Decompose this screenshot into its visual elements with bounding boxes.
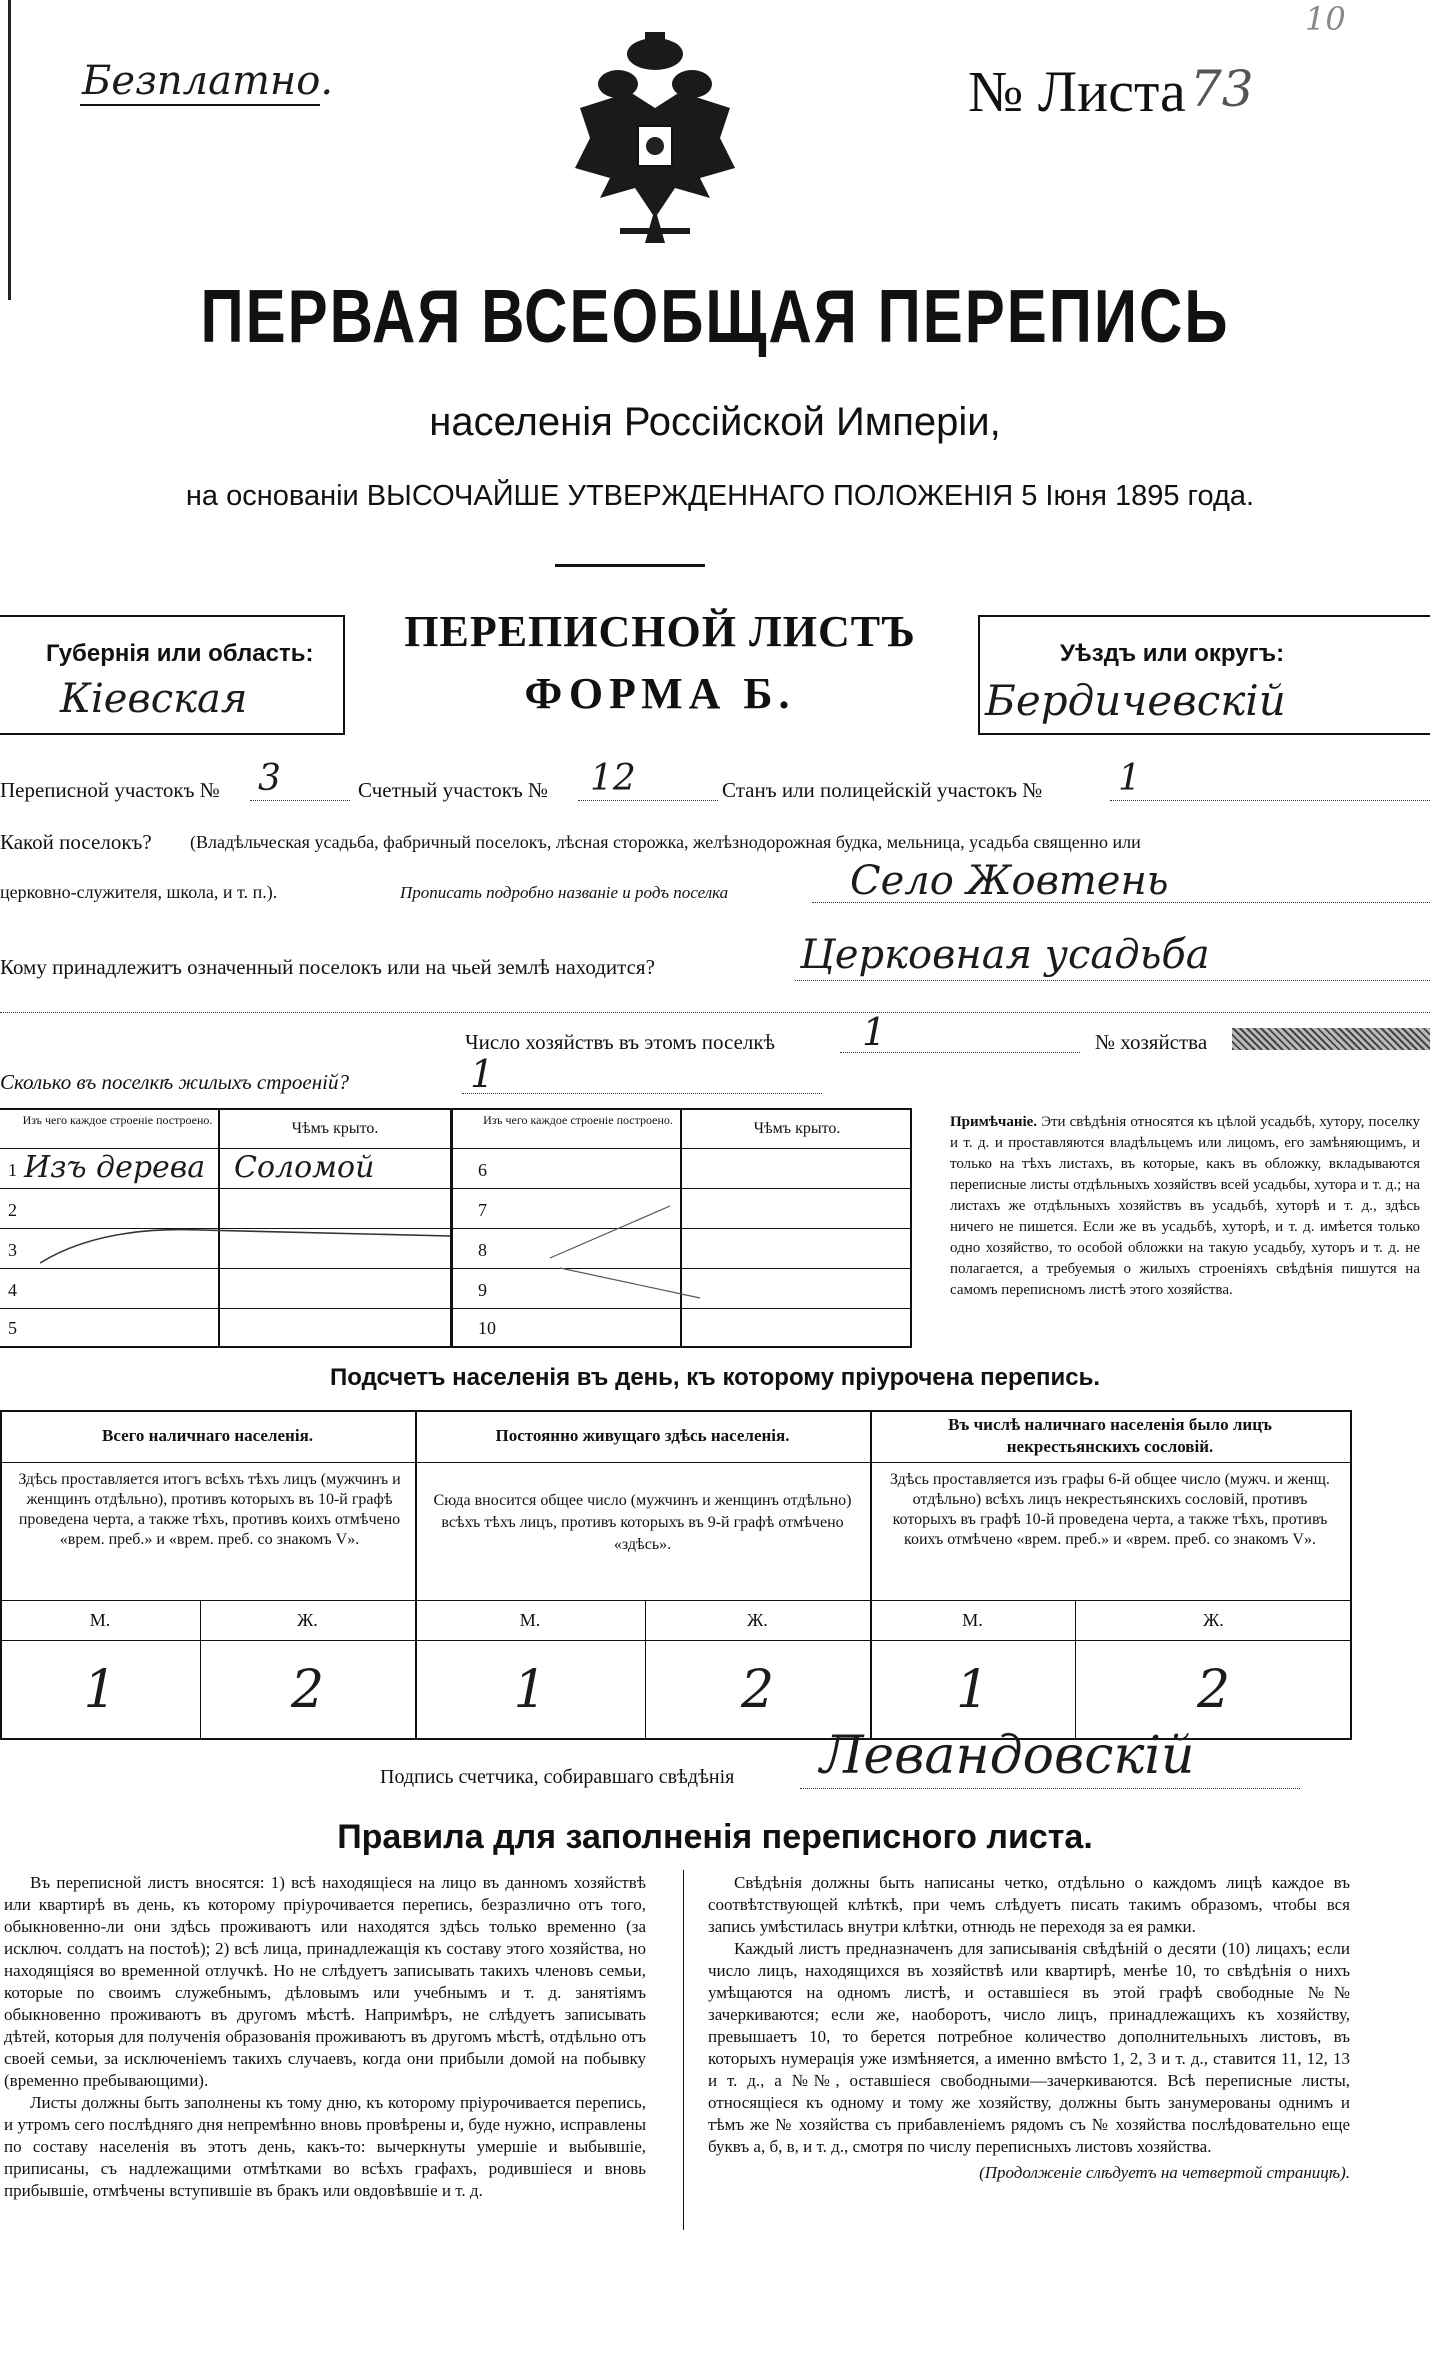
settlement-instruction: Прописать подробно названіе и родъ поселка — [400, 883, 729, 902]
households-value: 1 — [862, 1010, 887, 1054]
rules-left-column — [4, 1872, 646, 2202]
col3-title: Въ числѣ наличнаго населенія было лицъ некрестьянскихъ сословій. — [948, 1415, 1272, 1456]
male-header: М. — [89, 1610, 111, 1630]
row-number: 6 — [478, 1160, 487, 1180]
rules-continued: (Продолженіе слѣдуетъ на четвертой страницѣ). — [979, 2163, 1350, 2182]
female-header: Ж. — [1203, 1610, 1224, 1630]
row-number: 9 — [478, 1280, 487, 1300]
col-material-header-2: Изъ чего каждое строеніе построено. — [483, 1113, 673, 1127]
signature-value: Левандовскій — [820, 1726, 1195, 1786]
dwellings-value: 1 — [470, 1052, 495, 1096]
col1-desc: Здѣсь проставляется итогъ всѣхъ тѣхъ лицъ (мужчинъ и женщинъ отдѣльно), противъ которыхъ въ 10-й графѣ проведена черта, а также тѣхъ, противъ коихъ отмѣчено «врем. преб.» и «врем. преб. со знакомъ V». — [18, 1471, 401, 1548]
census-area-value: 3 — [258, 758, 281, 799]
col-material-header: Изъ чего каждое строеніе построено. — [22, 1113, 213, 1127]
row-number: 2 — [8, 1200, 17, 1220]
form-name: ФОРМА Б. — [524, 669, 796, 718]
row-number: 3 — [8, 1240, 17, 1260]
total-female-value: 2 — [290, 1660, 325, 1720]
rules-left-p1: Въ переписной листъ вносятся: 1) всѣ находящіеся на лицо въ данномъ хозяйствѣ или квартирѣ въ день, къ которому пріурочивается перепись, безразлично отъ того, обыкновенно-ли они здѣсь проживаютъ или находятся здѣсь только временно (за исключ. солдатъ на постоѣ); 2) всѣ лица, принадлежащія къ составу этого хозяйства, но находящіяся во временной отлучкѣ. Но не слѣдуетъ записывать такихъ членовъ семьи, которые по своимъ служебнымъ, дѣловымъ или учебнымъ и т. д. занятіямъ обыкновенно проживаютъ въ другомъ мѣстѣ. Напримѣръ, не слѣдуетъ записывать дѣтей, которыя для полученія образованія проживаютъ въ другомъ мѣстѣ, отдѣльно отъ своей семьи, за исключеніемъ такихъ случаевъ, когда они прибыли домой на побывку (временно пребывающими). — [4, 1873, 646, 2090]
free-label: Безплатно. — [82, 58, 334, 104]
noncrest-female-value: 2 — [1196, 1660, 1231, 1720]
census-area-label: Переписной участокъ № — [0, 778, 220, 802]
count-area-line — [578, 800, 718, 801]
household-no-label: № хозяйства — [1095, 1030, 1208, 1054]
divider — [555, 564, 705, 567]
settlement-label: Какой поселокъ? — [0, 830, 152, 854]
note-text: Эти свѣдѣнія относятся къ цѣлой усадьбѣ, хутору, поселку и т. д. и проставляются владѣльцемъ или лицомъ, его замѣняющимъ, и только на тѣхъ листахъ, въ которые, какъ въ обложку, вкладываются переписные листы отдѣльныхъ хозяйствъ всей усадьбы, хутора и т. д.; на листахъ же отдѣльныхъ хозяйствъ въ усадьбѣ, хуторѣ и т. д., здѣсь ничего не пишется. Если же въ усадьбѣ, хуторѣ, и т. д. имѣется только одно хозяйство, то особой обложки на такую усадьбу, хуторъ и т. д. не полагается, а требуемыя о жилыхъ строеніяхъ свѣдѣнія пишутся на самомъ переписномъ листѣ этого хозяйства. — [950, 1114, 1421, 1298]
sheet-number-value: 73 — [1190, 60, 1254, 118]
dwellings-label: Сколько въ поселкѣ жилыхъ строеній? — [0, 1070, 349, 1094]
rules-right-p1: Свѣдѣнія должны быть написаны четко, отдѣльно о каждомъ лицѣ каждое въ соотвѣтствующей клѣткѣ, при чемъ слѣдуетъ писать такимъ образомъ, чтобы вся запись умѣстилась внутри клѣтки, отнюдь не переходя за ея рамки. — [708, 1873, 1350, 1936]
row-number: 7 — [478, 1200, 487, 1220]
row-number: 1 — [8, 1160, 17, 1180]
main-title: ПЕРВАЯ ВСЕОБЩАЯ ПЕРЕПИСЬ — [200, 274, 1230, 359]
stan-line — [1110, 800, 1430, 801]
owner-line — [795, 980, 1430, 981]
col2-title: Постоянно живущаго здѣсь населенія. — [495, 1426, 790, 1445]
owner-line-2 — [0, 1012, 1430, 1013]
census-area-line — [250, 800, 350, 801]
rules-heading: Правила для заполненія переписного листа. — [337, 1818, 1093, 1856]
row-number: 10 — [478, 1318, 496, 1338]
row-divider — [0, 1462, 1352, 1463]
sheet-title: ПЕРЕПИСНОЙ ЛИСТЪ — [404, 607, 916, 656]
signature-line — [800, 1788, 1300, 1789]
col2-desc: Сюда вносится общее число (мужчинъ и женщинъ отдѣльно) всѣхъ тѣхъ лицъ, противъ которыхъ въ 9-й графѣ отмѣчено «здѣсь». — [433, 1492, 852, 1553]
row-divider — [0, 1640, 1352, 1641]
building-roof: Соломой — [234, 1150, 375, 1185]
household-no-redaction — [1232, 1028, 1430, 1050]
district-label: Уѣздъ или округъ: — [1060, 640, 1285, 667]
settlement-value: Село Жовтень — [850, 858, 1169, 904]
settlement-hint: (Владѣльческая усадьба, фабричный поселокъ, лѣсная сторожка, желѣзнодорожная будка, мельница, усадьба священно или — [190, 832, 1141, 852]
note-title: Примѣчаніе. — [950, 1114, 1038, 1130]
noncrest-male-value: 1 — [955, 1660, 990, 1720]
col3-desc: Здѣсь проставляется изъ графы 6-й общее число (мужч. и женщ. отдѣльно) всѣхъ лицъ некрестьянскихъ сословій, противъ которыхъ въ графѣ 10-й проведена черта, а также тѣхъ, противъ коихъ отмѣчено «врем. преб.» и «врем. преб. со знакомъ V». — [890, 1471, 1330, 1548]
female-header: Ж. — [297, 1610, 318, 1630]
stan-label: Станъ или полицейскій участокъ № — [722, 778, 1043, 802]
row-number: 8 — [478, 1240, 487, 1260]
margin-line — [8, 0, 11, 300]
row-number: 4 — [8, 1280, 17, 1300]
building-material: Изъ дерева — [24, 1150, 206, 1185]
signature-label: Подпись счетчика, собиравшаго свѣдѣнія — [380, 1766, 735, 1788]
rules-right-column — [708, 1872, 1350, 2184]
count-area-value: 12 — [590, 758, 636, 799]
resident-female-value: 2 — [740, 1660, 775, 1720]
district-value: Бердичевскій — [985, 676, 1286, 725]
double-headed-eagle-icon — [560, 28, 750, 258]
corner-mark: 10 — [1305, 0, 1346, 38]
male-header: М. — [519, 1610, 541, 1630]
settlement-hint-2: церковно-служителя, школа, и т. п.). — [0, 882, 278, 902]
subtitle: населенія Россійской Имперіи, — [429, 400, 1001, 444]
female-header: Ж. — [747, 1610, 768, 1630]
strike-lines — [0, 1108, 912, 1348]
row-number: 5 — [8, 1318, 17, 1338]
total-male-value: 1 — [83, 1660, 117, 1720]
owner-label: Кому принадлежитъ означенный поселокъ или на чьей землѣ находится? — [0, 955, 655, 979]
male-header: М. — [962, 1610, 983, 1630]
rules-left-p2: Листы должны быть заполнены къ тому дню, къ которому пріурочивается перепись, и утромъ сего послѣдняго дня непремѣнно вновь провѣрены и, буде нужно, исправлены по составу населенія въ этотъ день, какъ-то: вычеркнуты умершіе и выбывшіе, приписаны, съ надлежащими отмѣтками во всѣхъ графахъ, родившіеся и вновь прибывшіе, отмѣчены вступившіе въ бракъ или овдовѣвшіе и т. д. — [4, 2093, 646, 2200]
basis-line: на основаніи ВЫСОЧАЙШЕ УТВЕРЖДЕННАГО ПОЛОЖЕНІЯ 5 Іюня 1895 года. — [185, 480, 1255, 512]
note-block — [950, 1112, 1420, 1301]
province-value: Кіевская — [60, 676, 248, 722]
free-underline — [80, 104, 320, 106]
row-divider — [0, 1600, 1352, 1601]
population-heading: Подсчетъ населенія въ день, къ которому пріурочена перепись. — [330, 1364, 1100, 1391]
col-roof-header: Чѣмъ крыто. — [291, 1120, 379, 1137]
resident-male-value: 1 — [513, 1660, 547, 1720]
rules-right-p2: Каждый листъ предназначенъ для записыванія свѣдѣній о десяти (10) лицахъ; если число лицъ, находящихся въ хозяйствѣ или квартирѣ, менѣе 10, то свѣдѣнія о нихъ умѣщаются на одномъ листѣ, и оставшіеся въ этой графѣ свободные №№ зачеркиваются; если же, наоборотъ, число лицъ, принадлежащихъ къ хозяйству, превышаетъ 10, то берется потребное количество дополнительныхъ листовъ, въ которыхъ нумерація уже измѣняется, а именно вмѣсто 1, 2, 3 и т. д., ставится 11, 12, 13 и т. д., а №№, оставшіеся свободными—зачеркиваются. Всѣ переписные листы, относящіеся къ одному и тому же хозяйству, должны быть занумерованы однимъ и тѣмъ же № хозяйства съ прибавленіемъ рядомъ съ № хозяйства послѣдовательно еще буквъ а, б, в, и т. д., смотря по числу переписныхъ листовъ хозяйства. — [708, 1939, 1350, 2156]
stan-value: 1 — [1118, 758, 1141, 799]
dwellings-line — [462, 1093, 822, 1094]
column-divider — [683, 1870, 684, 2230]
households-label: Число хозяйствъ въ этомъ поселкѣ — [465, 1030, 775, 1054]
count-area-label: Счетный участокъ № — [358, 778, 549, 802]
sheet-number-label: № Листа — [968, 59, 1186, 124]
province-label: Губернія или область: — [46, 640, 314, 667]
col1-title: Всего наличнаго населенія. — [101, 1426, 314, 1445]
col-roof-header-2: Чѣмъ крыто. — [753, 1120, 841, 1137]
owner-value: Церковная усадьба — [800, 932, 1210, 978]
